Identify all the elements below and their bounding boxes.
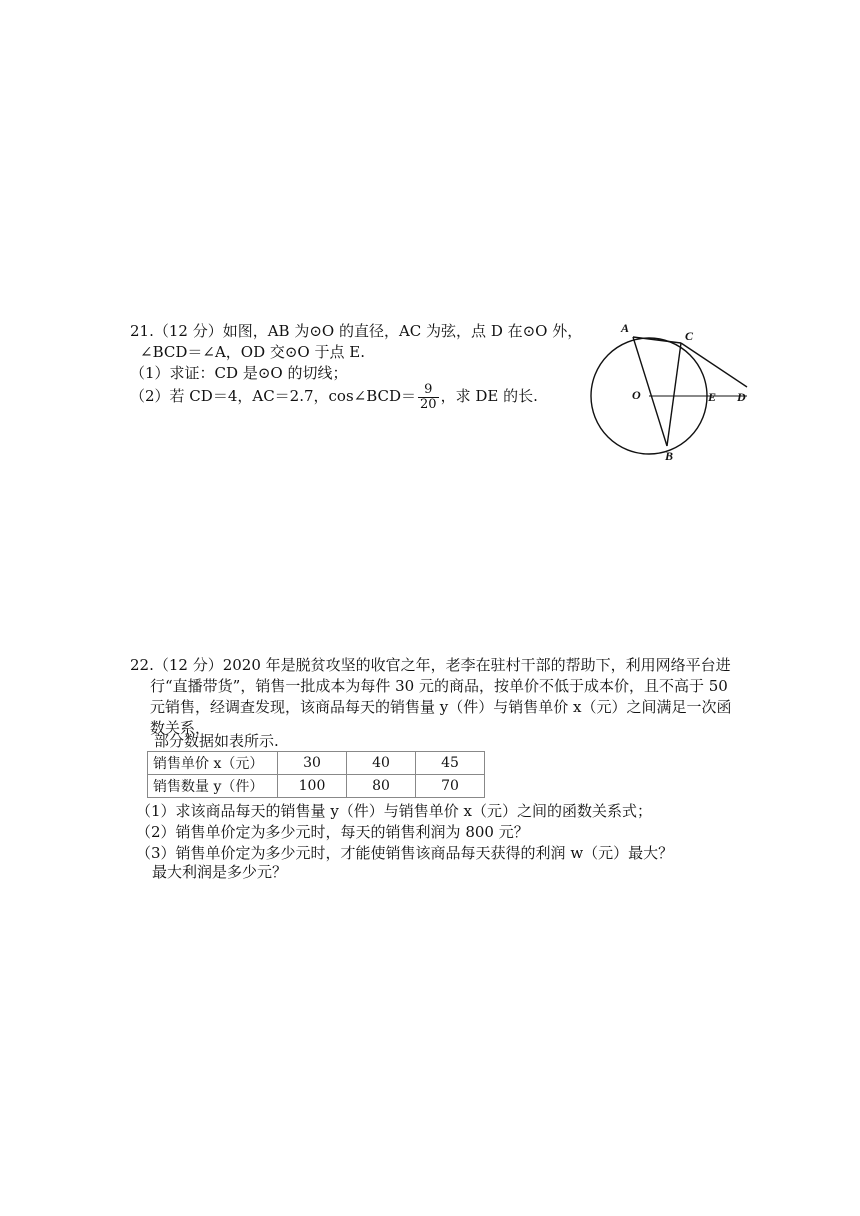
- price-quantity-table: [147, 751, 485, 798]
- table-cell: 销售单价 x（元）: [148, 752, 278, 775]
- table-cell: 70: [416, 775, 485, 798]
- fraction-numerator: 9: [418, 383, 439, 398]
- table-row: [148, 775, 485, 798]
- segment-cb: [667, 343, 681, 446]
- q21-stem-line-1: 21.（12 分）如图，AB 为⊙O 的直径，AC 为弦，点 D 在⊙O 外，: [130, 322, 583, 340]
- q22-stem-line-3: 元销售，经调查发现，该商品每天的销售量 y（件）与销售单价 x（元）之间满足一次函: [150, 698, 732, 716]
- circle-geometry-figure: [585, 318, 765, 468]
- segment-cd: [681, 343, 747, 387]
- fraction-denominator: 20: [420, 396, 437, 412]
- label-c: C: [685, 329, 694, 343]
- table-cell: 销售数量 y（件）: [148, 775, 278, 798]
- q21-part-2: [130, 382, 538, 412]
- q22-part-3-line-1: （3）销售单价定为多少元时，才能使销售该商品每天获得的利润 w（元）最大？: [136, 844, 674, 862]
- q22-stem-line-1: 22.（12 分）2020 年是脱贫攻坚的收官之年，老李在驻村干部的帮助下，利用网络平台进: [130, 656, 731, 674]
- cos-fraction: [418, 383, 439, 412]
- q22-stem-line-2: 行“直播带货”，销售一批成本为每件 30 元的商品，按单价不低于成本价，且不高于 50: [150, 677, 728, 695]
- q21-stem-line-2: ∠BCD＝∠A，OD 交⊙O 于点 E.: [140, 343, 365, 361]
- q21-part-1: （1）求证：CD 是⊙O 的切线；: [130, 364, 348, 382]
- table-cell: 45: [416, 752, 485, 775]
- q22-part-1: （1）求该商品每天的销售量 y（件）与销售单价 x（元）之间的函数关系式；: [136, 802, 653, 820]
- label-b: B: [665, 449, 674, 463]
- table-cell: 40: [347, 752, 416, 775]
- q22-part-2: （2）销售单价定为多少元时，每天的销售利润为 800 元？: [136, 823, 529, 841]
- table-cell: 100: [278, 775, 347, 798]
- q22-part-3-line-2: 最大利润是多少元？: [152, 863, 288, 881]
- label-a: A: [621, 321, 630, 335]
- table-cell: 30: [278, 752, 347, 775]
- label-d: D: [737, 390, 746, 404]
- q21-part-2-suffix: ，求 DE 的长.: [440, 387, 538, 405]
- table-row: [148, 752, 485, 775]
- table-cell: 80: [347, 775, 416, 798]
- q21-part-2-prefix: （2）若 CD＝4，AC＝2.7，cos∠BCD＝: [130, 387, 417, 405]
- label-o: O: [632, 388, 641, 402]
- q22-stem-line-5: 部分数据如表所示.: [154, 732, 279, 750]
- q22-stem-line-4: 数关系，: [150, 719, 211, 737]
- label-e: E: [708, 390, 717, 404]
